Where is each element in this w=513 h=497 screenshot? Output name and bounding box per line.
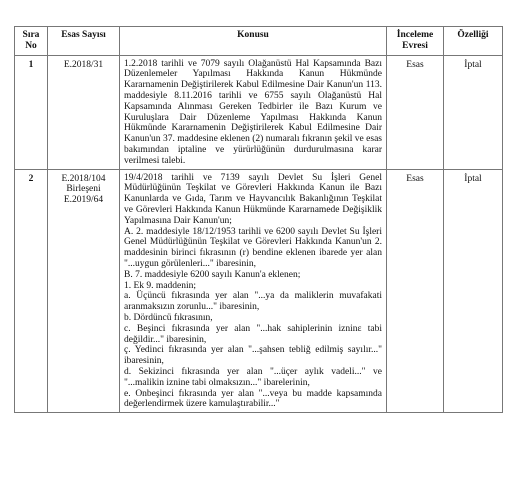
esas-sayisi-line: E.2018/31	[63, 59, 104, 70]
konu-paragraph: 1. Ek 9. maddenin;	[124, 280, 197, 291]
esas-sayisi-cell	[48, 169, 120, 413]
konu-paragraph: d. Sekizinci fıkrasında yer alan "...üçer aylık vadeli..." ve "...malikin iznine tabi olmaksızın..." ibarelerinin,	[124, 366, 382, 388]
konu-paragraph: c. Beşinci fıkrasında yer alan "...hak sahiplerinin izninε tabi değildir..." ibaresinin,	[124, 323, 382, 345]
esas-sayisi-line: E.2018/104	[61, 173, 106, 184]
sira-no-cell: 2	[15, 169, 48, 413]
sira-no-cell: 1	[15, 55, 48, 169]
esas-sayisi-line: Birleşeni	[66, 184, 101, 195]
konusu-cell	[120, 55, 387, 169]
konu-paragraph: 1.2.2018 tarihli ve 7079 sayılı Olağanüstü Hal Kapsamında Bazı Düzenlemeler Yapılması Hakkında Kanun Hükmünde Kararnamenin Değiştirilerek Kabul Edilmesine Dair Kanun'un 113. maddesiyle 8.11.2016 tarihli ve 6755 sayılı Olağanüstü Hal Kapsamında Alınması Gereken Tedbirler ile Bazı Kurum ve Kuruluşlara Dair Düzenleme Yapılması Hakkında Kanun Hükmünde Kararnamenin Değiştirilerek Kabul Edilmesine Dair Kanun'un 37. maddesine eklenen (2) numaralı fıkranın şekil ve esas bakımından iptaline ve yürürlüğünün durdurulmasına karar verilmesi talebi.	[124, 58, 382, 166]
table-header-row	[15, 27, 503, 56]
table-row	[15, 169, 503, 413]
esas-sayisi-cell	[48, 55, 120, 169]
header-inceleme-evresi: İnceleme Evresi	[387, 27, 444, 56]
header-konusu: Konusu	[120, 27, 387, 56]
inceleme-evresi-cell: Esas	[387, 55, 444, 169]
konu-paragraph: b. Dördüncü fıkrasının,	[124, 312, 213, 323]
konu-paragraph: ç. Yedinci fıkrasında yer alan "...şahsen tebliğ edilmiş sayılır..." ibaresinin,	[124, 345, 382, 367]
konu-paragraph: e. Onbeşinci fıkrasında yer alan "...veya bu madde kapsamında değerlendirmek üzere kamulaştırabilir..."	[124, 388, 382, 410]
decisions-table	[14, 26, 503, 413]
esas-sayisi-line: E.2019/64	[63, 195, 104, 206]
inceleme-evresi-cell: Esas	[387, 169, 444, 413]
konu-paragraph: a. Üçüncü fıkrasında yer alan "...ya da maliklerin muvafakati aranmaksızın zorunlu..." ibaresinin,	[124, 291, 382, 313]
header-esas-sayisi: Esas Sayısı	[48, 27, 120, 56]
konu-paragraph: A. 2. maddesiyle 18/12/1953 tarihli ve 6200 sayılı Devlet Su İşleri Genel Müdürlüğünün Teşkilat ve Görevleri Hakkında Kanun'un 2. maddesinin birinci fıkrasının (r) bendine eklenen ibarede yer alan "...uygun görülenleri..." ibaresinin,	[124, 226, 382, 269]
ozelligi-cell: İptal	[444, 55, 503, 169]
konu-paragraph: B. 7. maddesiyle 6200 sayılı Kanun'a eklenen;	[124, 269, 301, 280]
konusu-cell	[120, 169, 387, 413]
konu-paragraph: 19/4/2018 tarihli ve 7139 sayılı Devlet Su İşleri Genel Müdürlüğünün Teşkilat ve Görevleri Hakkında Kanun ile Bazı Kanunlarda ve Gıda, Tarım ve Hayvancılık Bakanlığının Teşkilat ve Görevleri Hakkında Kanun Hükmünde Kararnamede Değişiklik Yapılmasına Dair Kanun'un;	[124, 172, 382, 226]
header-sira-no: Sıra No	[15, 27, 48, 56]
table-row	[15, 55, 503, 169]
ozelligi-cell: İptal	[444, 169, 503, 413]
header-ozelligi: Özelliği	[444, 27, 503, 56]
